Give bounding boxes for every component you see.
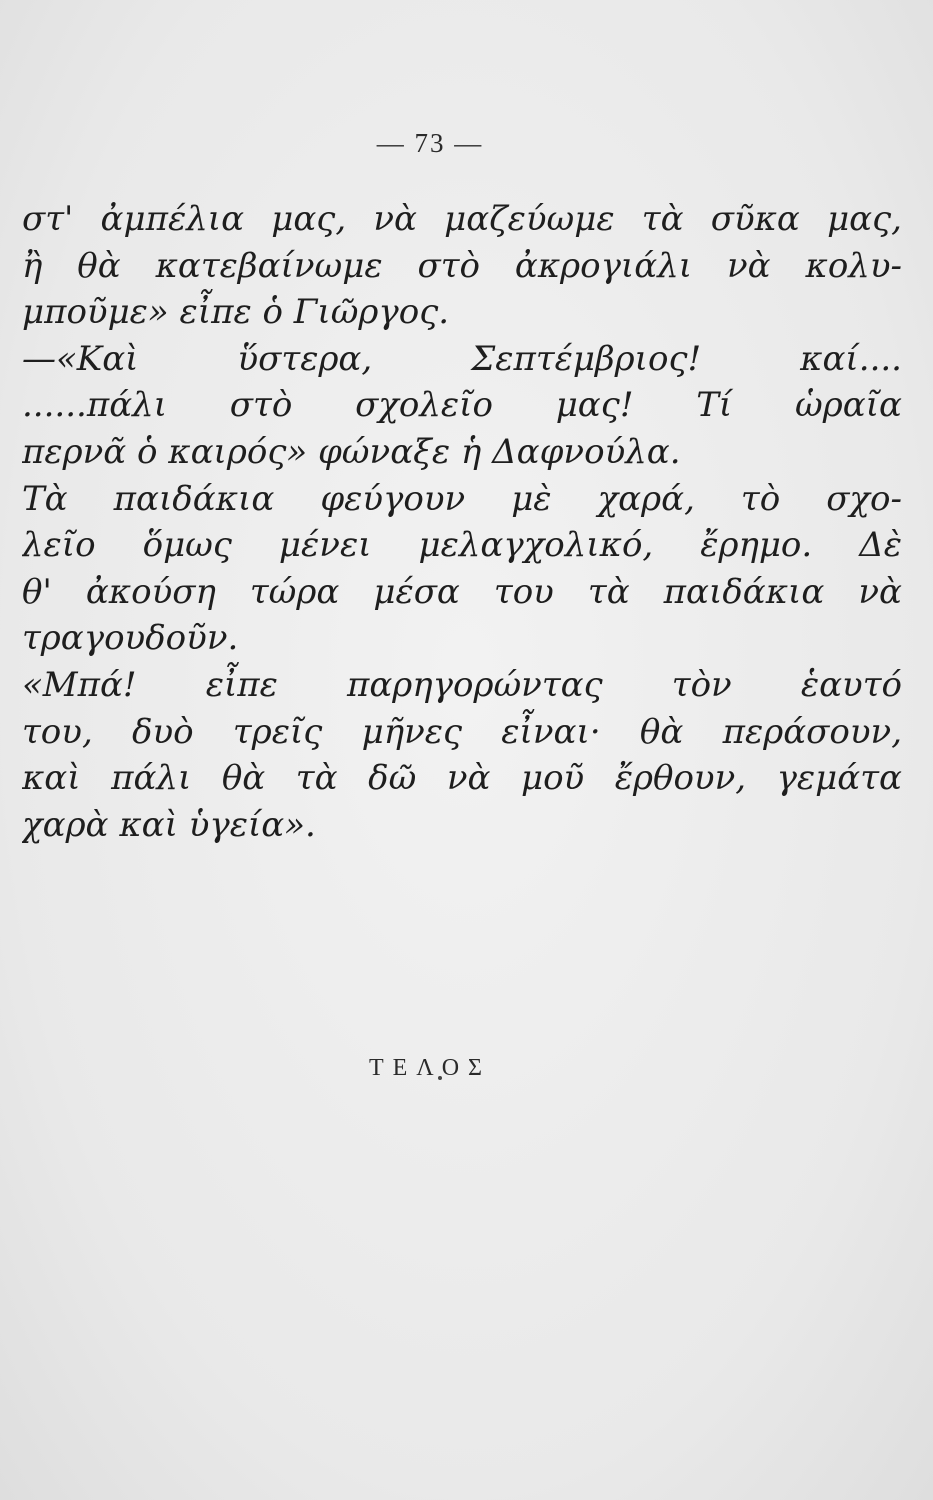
text-line: μποῦμε» εἶπε ὁ Γιῶργος. [22, 292, 450, 333]
text-line: του, δυὸ τρεῖς μῆνες εἶναι· θὰ περάσουν, [22, 711, 902, 752]
page-number: — 73 — [376, 128, 484, 158]
text-line: Τὰ παιδάκια φεύγουν μὲ χαρά, τὸ σχο- [22, 478, 902, 519]
text-line: —«Καὶ ὕστερα, Σεπτέμβριος! καί.... [22, 338, 902, 379]
text-line: περνᾶ ὁ καιρός» φώναξε ἡ Δαφνούλα. [22, 431, 681, 472]
text-line: θ' ἀκούση τώρα μέσα του τὰ παιδάκια νὰ [22, 571, 902, 612]
text-line: ......πάλι στὸ σχολεῖο μας! Τί ὡραῖα [22, 385, 902, 426]
text-line: λεῖο ὅμως μένει μελαγχολικό, ἔρημο. Δὲ [22, 525, 902, 566]
text-line: ἢ θὰ κατεβαίνωμε στὸ ἀκρογιάλι νὰ κολυ- [22, 245, 902, 286]
text-line: τραγουδοῦν. [22, 618, 239, 659]
end-word: ΤΕΛΟΣ [368, 1055, 492, 1081]
text-line: καὶ πάλι θὰ τὰ δῶ νὰ μοῦ ἔρθουν, γεμάτα [22, 758, 902, 799]
text-line: χαρὰ καὶ ὑγεία». [22, 804, 316, 845]
text-line: «Μπά! εἶπε παρηγορώντας τὸν ἑαυτό [22, 664, 902, 705]
body-text [22, 196, 902, 848]
text-line: στ' ἀμπέλια μας, νὰ μαζεύωμε τὰ σῦκα μας, [22, 199, 902, 239]
